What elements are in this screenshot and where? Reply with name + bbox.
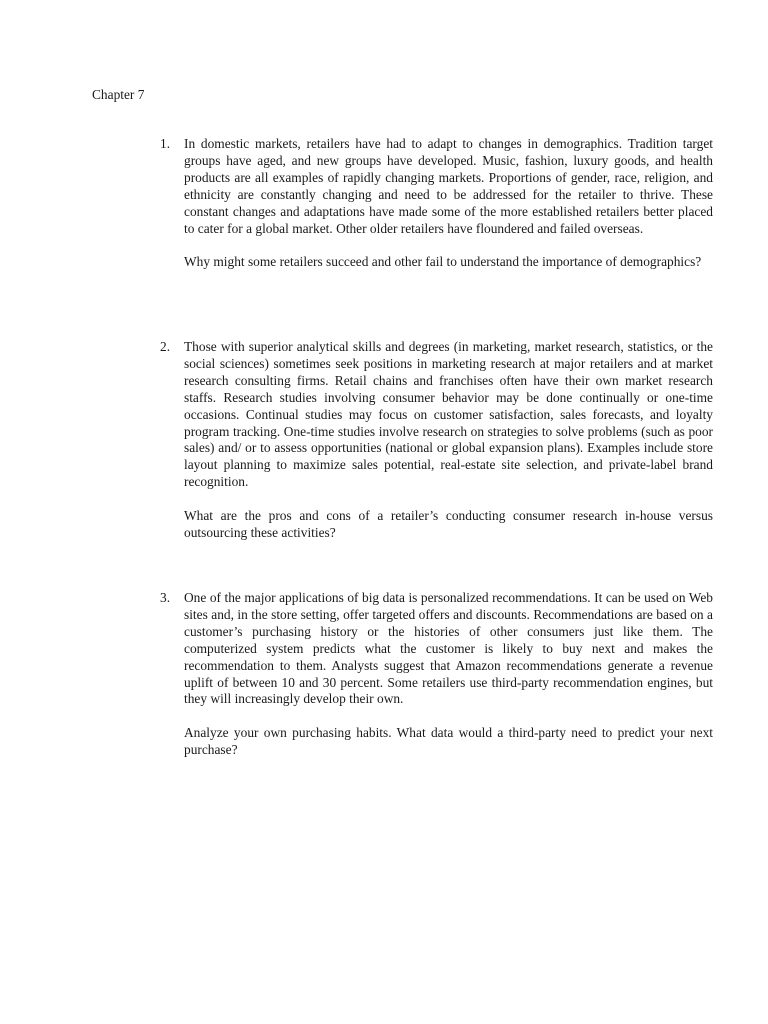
question-body [184,339,713,542]
question-prompt: Analyze your own purchasing habits. What data would a third-party need to predict your next purchase? [184,725,713,758]
question-prompt: Why might some retailers succeed and other fail to understand the importance of demographics? [184,254,702,270]
chapter-title: Chapter 7 [92,87,145,102]
question-passage: Those with superior analytical skills and degrees (in marketing, market research, statistics, or the social sciences) sometimes seek positions in marketing research at major retailers and at market research consulting firms. Retail chains and franchises often have their own market research staffs. Research studies involving consumer behavior may be done continually or one-time occasions. Continual studies may focus on customer satisfaction, sales forecasts, and loyalty program tracking. One-time studies involve research on strategies to solve problems (such as poor sales) and/ or to assess opportunities (national or global expansion plans). Examples include store layout planning to maximize sales potential, real-estate site selection, and private-label brand recognition. [184,339,713,490]
question-number: 1. [160,136,171,151]
question-number: 2. [160,339,171,354]
question-number: 3. [160,590,171,605]
question-body [184,590,713,759]
question-body [184,136,713,271]
question-passage: One of the major applications of big data is personalized recommendations. It can be used on Web sites and, in the store setting, offer targeted offers and discounts. Recommendations are based on a customer’s purchasing history or the histories of other consumers just like them. The computerized system predicts what the customer is likely to buy next and makes the recommendation to them. Analysts suggest that Amazon recommendations generate a revenue uplift of between 10 and 30 percent. Some retailers use third-party recommendation engines, but they will increasingly develop their own. [184,590,713,707]
question-prompt: What are the pros and cons of a retailer’s conducting consumer research in-house versus outsourcing these activities? [184,508,713,541]
question-passage: In domestic markets, retailers have had to adapt to changes in demographics. Tradition target groups have aged, and new groups have developed. Music, fashion, luxury goods, and health products are all examples of rapidly changing markets. Proportions of gender, race, religion, and ethnicity are constantly changing and need to be addressed for the retailer to thrive. These constant changes and adaptations have made some of the more established retailers better placed to cater for a global market. Other older retailers have floundered and failed overseas. [184,136,713,236]
